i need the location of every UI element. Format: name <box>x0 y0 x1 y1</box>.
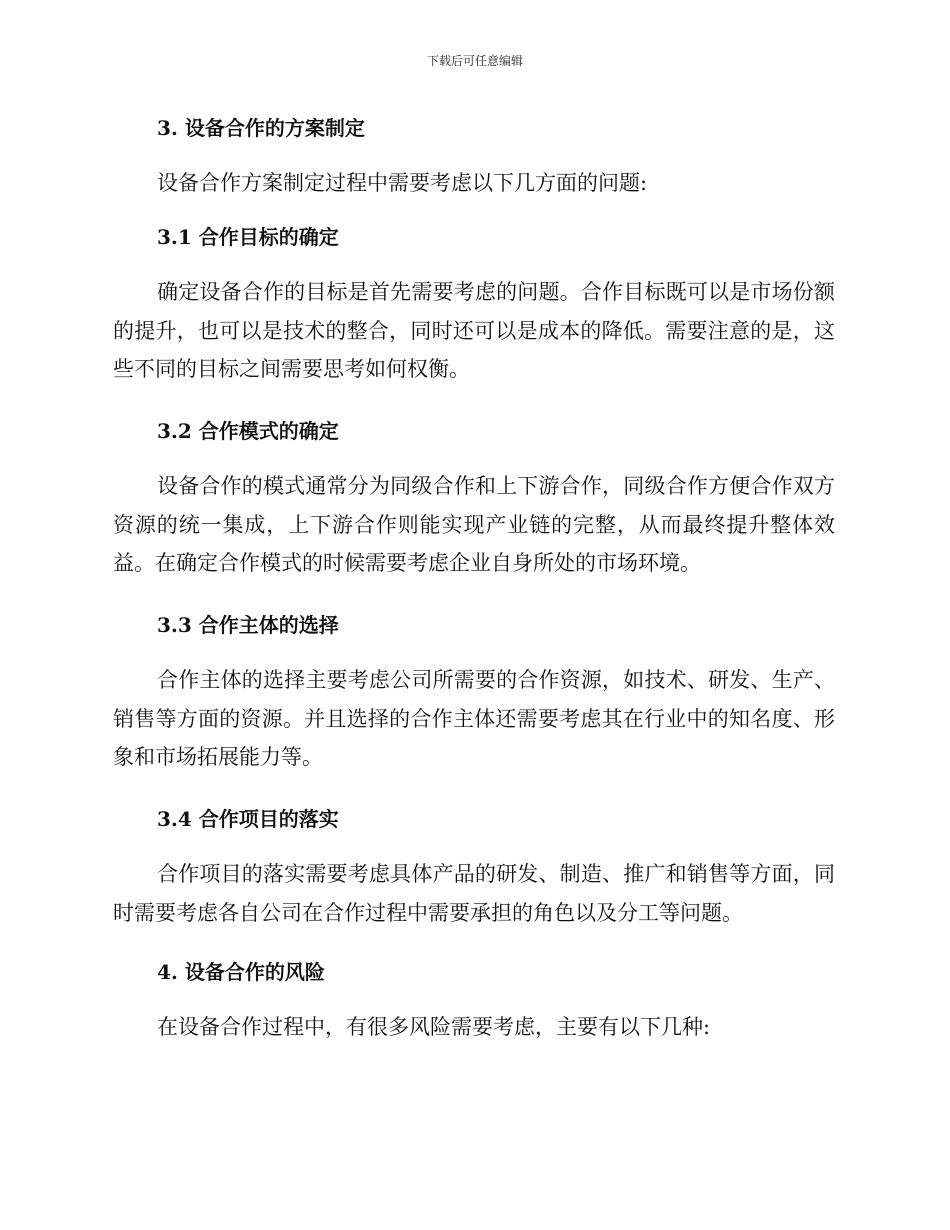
section-4-intro-paragraph: 在设备合作过程中，有很多风险需要考虑，主要有以下几种: <box>157 1015 711 1039</box>
section-heading-3-3: 3.3 合作主体的选择 <box>157 613 339 637</box>
section-heading-3-1: 3.1 合作目标的确定 <box>157 225 339 249</box>
section-3-3-paragraph: 合作主体的选择主要考虑公司所需要的合作资源，如技术、研发、生产、销售等方面的资源。并且选择的合作主体还需要考虑其在行业中的知名度、形象和市场拓展能力等。 <box>113 668 835 769</box>
section-3-1-paragraph: 确定设备合作的目标是首先需要考虑的问题。合作目标既可以是市场份额的提升，也可以是技术的整合，同时还可以是成本的降低。需要注意的是，这些不同的目标之间需要思考如何权衡。 <box>113 280 835 381</box>
section-3-2-paragraph: 设备合作的模式通常分为同级合作和上下游合作，同级合作方便合作双方资源的统一集成，上下游合作则能实现产业链的完整，从而最终提升整体效益。在确定合作模式的时候需要考虑企业自身所处的市场环境。 <box>113 474 835 575</box>
section-heading-3-2: 3.2 合作模式的确定 <box>157 419 339 443</box>
page-header: 下载后可任意编辑 <box>426 54 523 68</box>
section-3-intro-paragraph: 设备合作方案制定过程中需要考虑以下几方面的问题: <box>157 171 648 195</box>
section-3-4-paragraph: 合作项目的落实需要考虑具体产品的研发、制造、推广和销售等方面，同时需要考虑各自公司在合作过程中需要承担的角色以及分工等问题。 <box>113 862 835 925</box>
section-heading-3-4: 3.4 合作项目的落实 <box>157 807 339 831</box>
section-heading-3: 3. 设备合作的方案制定 <box>157 116 365 140</box>
section-heading-4: 4. 设备合作的风险 <box>157 960 325 984</box>
